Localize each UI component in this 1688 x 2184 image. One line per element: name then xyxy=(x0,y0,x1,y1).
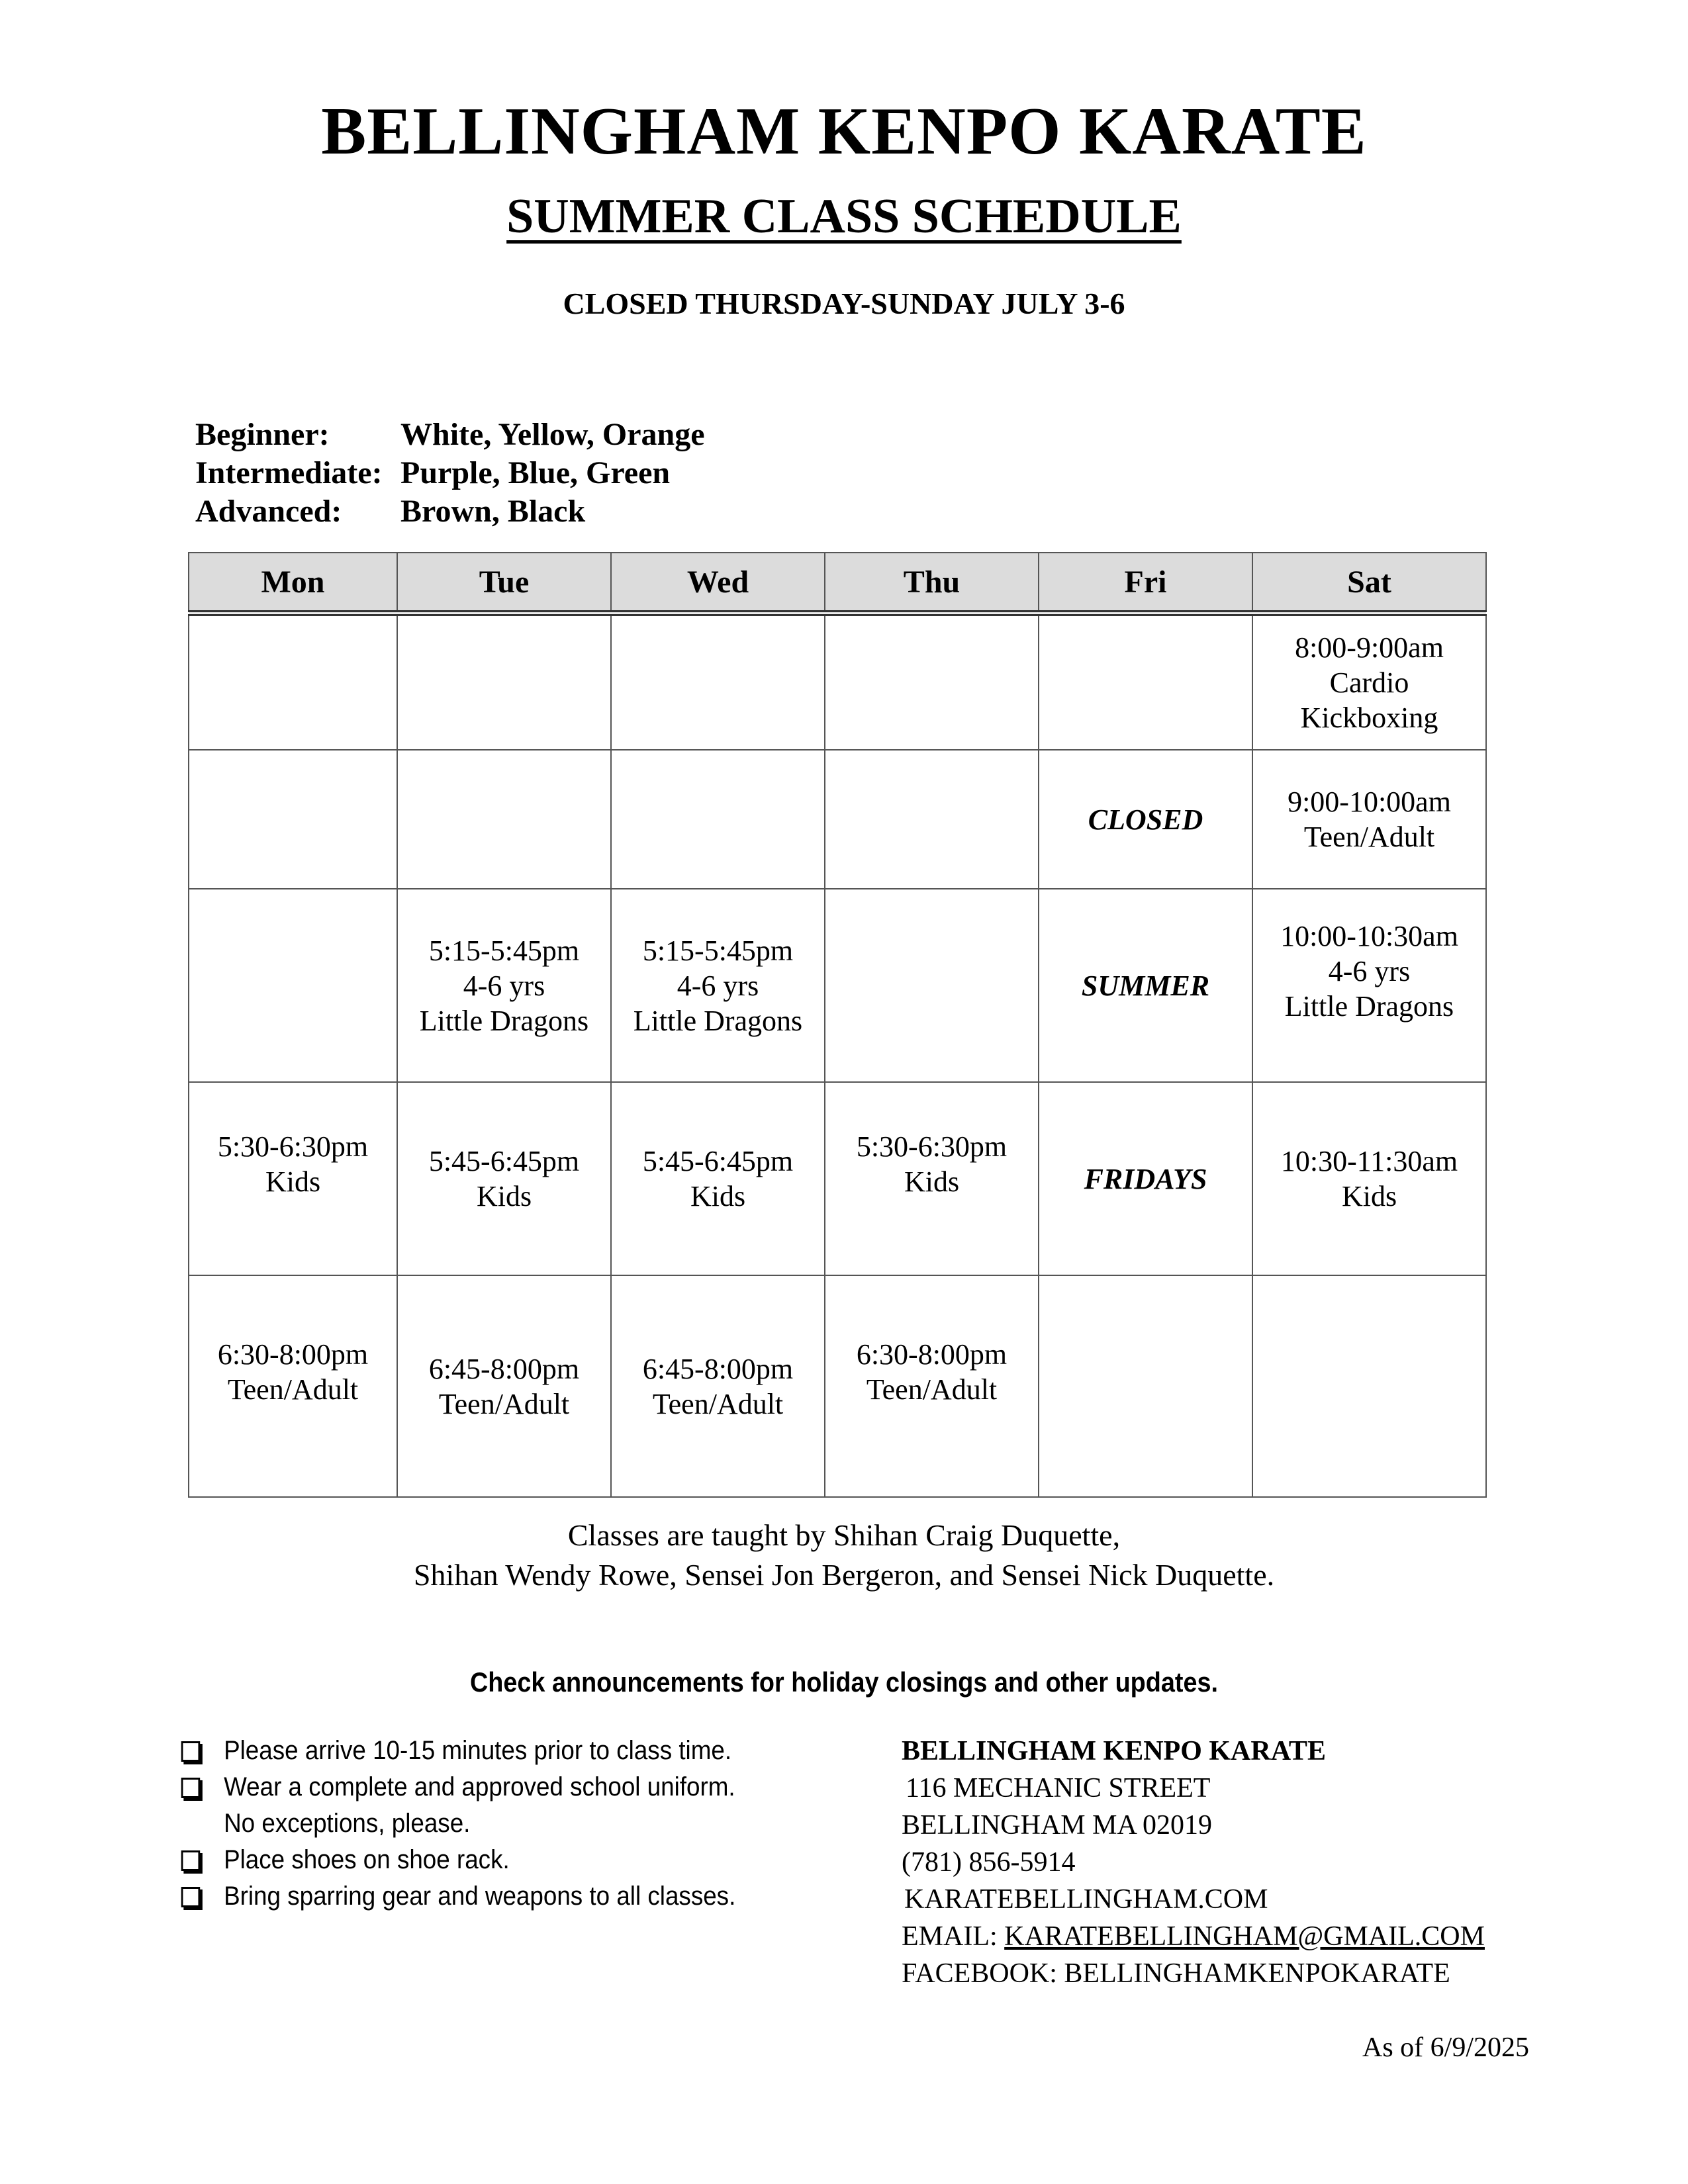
class-entry xyxy=(1253,784,1485,854)
class-entry-line: Teen/Adult xyxy=(227,1373,359,1406)
class-entry xyxy=(398,1144,610,1214)
schedule-row xyxy=(189,750,1486,889)
class-entry-line: 9:00-10:00am xyxy=(1288,786,1451,818)
schedule-cell-mon xyxy=(189,1082,397,1275)
class-entry xyxy=(189,1129,397,1199)
class-entry-line: 10:30-11:30am xyxy=(1280,1145,1458,1177)
rule-text: Wear a complete and approved school uniform. xyxy=(224,1772,735,1801)
schedule-row xyxy=(189,1275,1486,1497)
class-entry-line: 5:15-5:45pm xyxy=(642,934,794,967)
class-entry-line: 8:00-9:00am xyxy=(1295,631,1444,664)
schedule-cell-sat xyxy=(1252,889,1486,1082)
schedule-row xyxy=(189,1082,1486,1275)
level-row xyxy=(195,492,705,531)
level-name: Intermediate: xyxy=(195,455,383,490)
instructors-line: Shihan Wendy Rowe, Sensei Jon Bergeron, and Sensei Nick Duquette. xyxy=(413,1558,1275,1592)
class-entry-line: Kids xyxy=(904,1165,960,1198)
schedule-cell-sat xyxy=(1252,1275,1486,1497)
schedule-cell-fri xyxy=(1039,1275,1252,1497)
schedule-cell-fri xyxy=(1039,614,1252,751)
belt-levels xyxy=(195,416,705,531)
class-entry-line: Cardio xyxy=(1329,666,1409,699)
rule-item xyxy=(179,1733,735,1769)
contact-name: BELLINGHAM KENPO KARATE xyxy=(902,1736,1326,1766)
schedule-cell-sat xyxy=(1252,614,1486,751)
schedule-cell-thu xyxy=(825,889,1039,1082)
level-belts: Brown, Black xyxy=(400,494,586,529)
class-entry-line: 5:15-5:45pm xyxy=(428,934,580,967)
rule-item xyxy=(179,1878,735,1915)
class-entry-line: Little Dragons xyxy=(1284,989,1454,1023)
class-entry-line: 6:45-8:00pm xyxy=(642,1352,794,1385)
rules-list xyxy=(179,1733,735,1915)
checkbox-icon xyxy=(181,1887,201,1907)
class-entry-line: Teen/Adult xyxy=(866,1373,998,1406)
day-header-mon: Mon xyxy=(189,553,397,614)
level-belts: Purple, Blue, Green xyxy=(400,455,671,490)
level-row xyxy=(195,416,705,454)
instructors-note xyxy=(0,1516,1688,1595)
class-entry xyxy=(1253,1144,1485,1214)
day-header-tue: Tue xyxy=(397,553,611,614)
rule-text: Place shoes on shoe rack. xyxy=(224,1845,510,1874)
contact-website: KARATEBELLINGHAM.COM xyxy=(904,1884,1268,1915)
schedule-cell-fri xyxy=(1039,750,1252,889)
page-subtitle: SUMMER CLASS SCHEDULE xyxy=(506,189,1182,244)
rule-text: Please arrive 10-15 minutes prior to class time. xyxy=(224,1736,732,1765)
class-entry-line: 5:30-6:30pm xyxy=(856,1130,1008,1163)
class-entry-line: Kids xyxy=(690,1180,746,1212)
class-entry-line: 5:45-6:45pm xyxy=(642,1145,794,1177)
class-entry-line: Teen/Adult xyxy=(1303,821,1435,853)
class-entry-line: 6:30-8:00pm xyxy=(856,1338,1008,1371)
contact-block xyxy=(902,1733,1485,1992)
day-header-thu: Thu xyxy=(825,553,1039,614)
schedule-cell-mon xyxy=(189,1275,397,1497)
class-entry-line: 10:00-10:30am xyxy=(1280,919,1458,952)
class-entry-line: 4-6 yrs xyxy=(463,969,545,1002)
schedule-cell-wed xyxy=(611,750,825,889)
checkbox-icon xyxy=(181,1850,201,1871)
schedule-cell-tue xyxy=(397,889,611,1082)
class-entry xyxy=(1039,1161,1252,1197)
schedule-body xyxy=(189,614,1486,1498)
schedule-cell-tue xyxy=(397,1082,611,1275)
class-entry-line: 5:30-6:30pm xyxy=(217,1130,369,1163)
schedule-cell-wed xyxy=(611,889,825,1082)
level-name: Advanced: xyxy=(195,494,342,529)
schedule-header-row xyxy=(189,553,1486,614)
class-entry-line: Kids xyxy=(476,1180,532,1212)
class-entry-line: 6:45-8:00pm xyxy=(428,1352,580,1385)
class-entry xyxy=(1039,802,1252,837)
schedule-cell-fri xyxy=(1039,889,1252,1082)
schedule-cell-mon xyxy=(189,750,397,889)
rule-item xyxy=(179,1769,735,1805)
class-entry-line: Kids xyxy=(1341,1180,1397,1212)
schedule-cell-fri xyxy=(1039,1082,1252,1275)
checkbox-icon xyxy=(181,1778,201,1798)
class-entry xyxy=(398,1351,610,1422)
schedule-cell-mon xyxy=(189,889,397,1082)
subtitle-container xyxy=(0,189,1688,245)
class-entry xyxy=(398,933,610,1038)
class-entry-line: 5:45-6:45pm xyxy=(428,1145,580,1177)
class-entry xyxy=(612,1351,824,1422)
class-entry xyxy=(1253,630,1485,735)
class-entry-line: Little Dragons xyxy=(419,1004,589,1037)
schedule-cell-tue xyxy=(397,750,611,889)
schedule-table xyxy=(188,552,1487,1498)
rule-text: Bring sparring gear and weapons to all classes. xyxy=(224,1882,736,1911)
level-belts: White, Yellow, Orange xyxy=(400,417,705,452)
schedule-cell-sat xyxy=(1252,750,1486,889)
class-entry-line: Little Dragons xyxy=(633,1004,803,1037)
schedule-cell-tue xyxy=(397,614,611,751)
level-row xyxy=(195,454,705,492)
schedule-cell-wed xyxy=(611,1275,825,1497)
contact-email-line xyxy=(902,1918,1485,1955)
class-entry-line: 4-6 yrs xyxy=(677,969,759,1002)
schedule-cell-wed xyxy=(611,1082,825,1275)
class-entry-line: 6:30-8:00pm xyxy=(217,1338,369,1371)
class-entry-line: Teen/Adult xyxy=(438,1387,570,1420)
schedule-cell-tue xyxy=(397,1275,611,1497)
day-header-wed: Wed xyxy=(611,553,825,614)
class-entry xyxy=(612,1144,824,1214)
class-entry xyxy=(189,1337,397,1407)
schedule-row xyxy=(189,889,1486,1082)
closed-notice: CLOSED THURSDAY-SUNDAY JULY 3-6 xyxy=(563,287,1125,320)
rule-item xyxy=(179,1842,735,1878)
page-title: BELLINGHAM KENPO KARATE xyxy=(321,94,1367,169)
schedule-cell-thu xyxy=(825,1082,1039,1275)
schedule-cell-thu xyxy=(825,750,1039,889)
level-name: Beginner: xyxy=(195,417,330,452)
contact-phone: (781) 856-5914 xyxy=(902,1847,1076,1878)
class-entry-line: SUMMER xyxy=(1081,969,1210,1002)
class-entry xyxy=(825,1129,1038,1199)
schedule-cell-thu xyxy=(825,614,1039,751)
schedule-row xyxy=(189,614,1486,751)
class-entry xyxy=(825,1337,1038,1407)
class-entry xyxy=(612,933,824,1038)
instructors-line: Classes are taught by Shihan Craig Duquette, xyxy=(567,1518,1121,1552)
rule-continuation: No exceptions, please. xyxy=(224,1809,471,1838)
as-of-date: As of 6/9/2025 xyxy=(1362,2032,1529,2063)
email-link[interactable]: KARATEBELLINGHAM@GMAIL.COM xyxy=(1004,1921,1485,1952)
schedule-cell-wed xyxy=(611,614,825,751)
day-header-sat: Sat xyxy=(1252,553,1486,614)
class-entry-line: Kids xyxy=(265,1165,321,1198)
class-entry-line: CLOSED xyxy=(1088,803,1203,836)
class-entry-line: Kickboxing xyxy=(1300,702,1438,734)
class-entry-line: Teen/Adult xyxy=(652,1387,784,1420)
schedule-cell-mon xyxy=(189,614,397,751)
contact-facebook: FACEBOOK: BELLINGHAMKENPOKARATE xyxy=(902,1958,1450,1989)
class-entry-line: 4-6 yrs xyxy=(1328,954,1411,987)
schedule-cell-thu xyxy=(825,1275,1039,1497)
contact-street: 116 MECHANIC STREET xyxy=(906,1773,1211,1803)
class-entry xyxy=(1039,968,1252,1003)
contact-city: BELLINGHAM MA 02019 xyxy=(902,1810,1212,1841)
class-entry xyxy=(1253,919,1485,1024)
checkbox-icon xyxy=(181,1741,201,1762)
announcement: Check announcements for holiday closings and other updates. xyxy=(469,1666,1219,1698)
email-label: EMAIL: xyxy=(902,1921,1005,1952)
day-header-fri: Fri xyxy=(1039,553,1252,614)
class-entry-line: FRIDAYS xyxy=(1084,1162,1207,1195)
schedule-cell-sat xyxy=(1252,1082,1486,1275)
